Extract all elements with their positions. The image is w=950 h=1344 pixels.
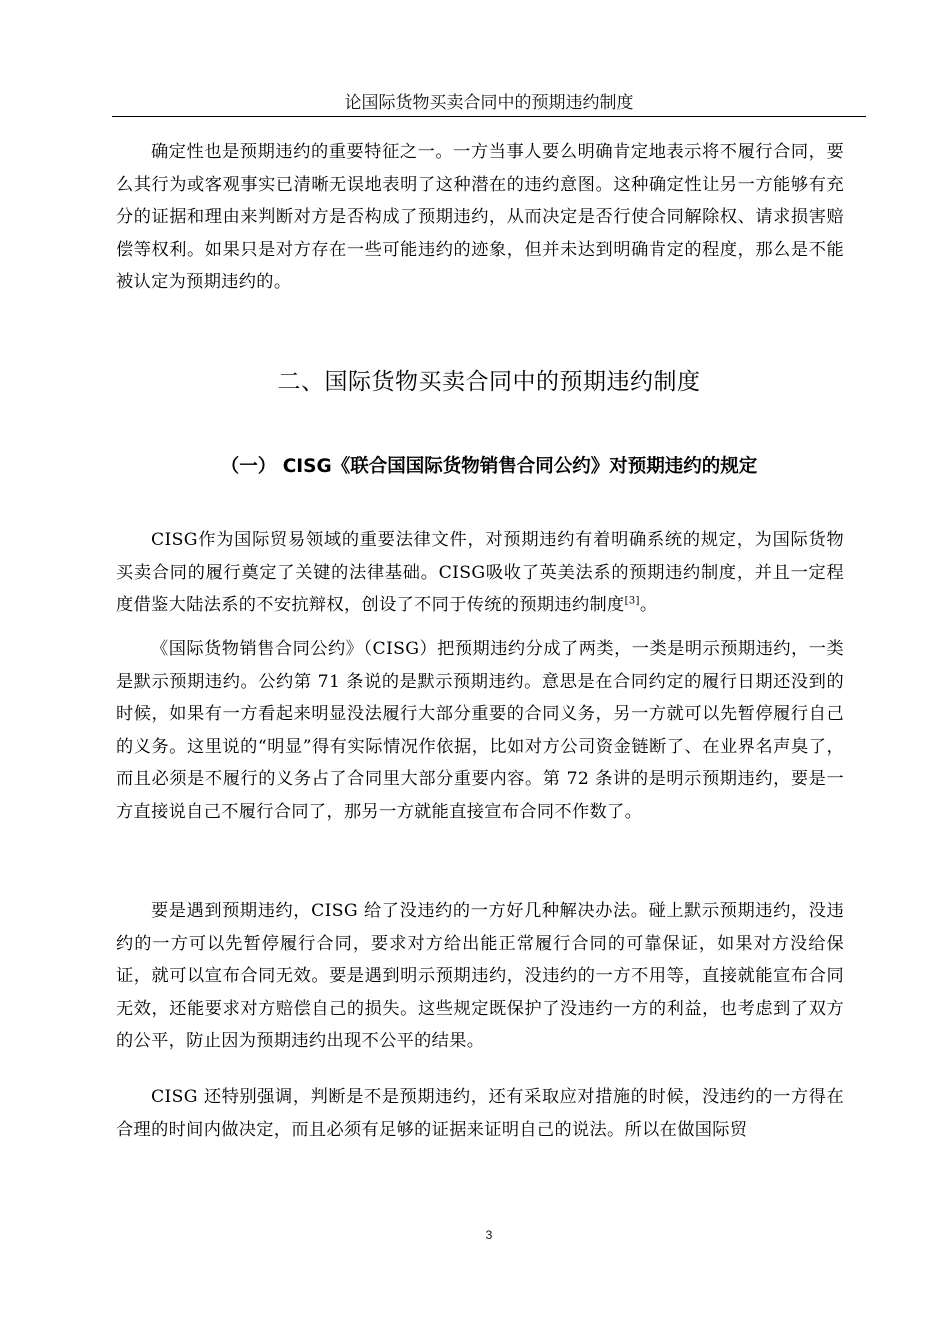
paragraph-end: 。 <box>639 595 658 615</box>
body-paragraph: CISG 还特别强调，判断是不是预期违约，还有采取应对措施的时候，没违约的一方得在合理的时间内做决定，而且必须有足够的证据来证明自己的说法。所以在做国际贸 <box>116 1087 844 1140</box>
body-paragraph: 确定性也是预期违约的重要特征之一。一方当事人要么明确肯定地表示将不履行合同，要么其行为或客观事实已清晰无误地表明了这种潜在的违约意图。这种确定性让另一方能够有充分的证据和理由来判断对方是否构成了预期违约，从而决定是否行使合同解除权、请求损害赔偿等权利。如果只是对方存在一些可能违约的迹象，但并未达到明确肯定的程度，那么是不能被认定为预期违约的。 <box>116 142 844 292</box>
header-rule <box>112 116 866 117</box>
body-paragraph: 《国际货物销售合同公约》（CISG）把预期违约分成了两类，一类是明示预期违约，一类是默示预期违约。公约第 71 条说的是默示预期违约。意思是在合同约定的履行日期还没到的时候，如果有一方看起来明显没法履行大部分重要的合同义务，另一方就可以先暂停履行自己的义务。这里说的“明显”得有实际情况作依据，比如对方公司资金链断了、在业界名声臭了，而且必须是不履行的义务占了合同里大部分重要内容。第 72 条讲的是明示预期违约，要是一方直接说自己不履行合同了，那另一方就能直接宣布合同不作数了。 <box>116 639 844 822</box>
subsection-heading: （一） CISG《联合国国际货物销售合同公约》对预期违约的规定 <box>220 456 758 477</box>
paragraph-text: CISG作为国际贸易领域的重要法律文件，对预期违约有着明确系统的规定，为国际货物买卖合同的履行奠定了关键的法律基础。CISG吸收了英美法系的预期违约制度，并且一定程度借鉴大陆法系的不安抗辩权，创设了不同于传统的预期违约制度 <box>116 530 844 615</box>
citation-marker: [3] <box>624 595 640 607</box>
body-paragraph <box>116 524 844 622</box>
page-header: 论国际货物买卖合同中的预期违约制度 <box>344 93 634 113</box>
section-heading: 二、国际货物买卖合同中的预期违约制度 <box>277 369 701 395</box>
page-number: 3 <box>485 1228 493 1242</box>
body-paragraph: 要是遇到预期违约，CISG 给了没违约的一方好几种解决办法。碰上默示预期违约，没违约的一方可以先暂停履行合同，要求对方给出能正常履行合同的可靠保证，如果对方没给保证，就可以宣布合同无效。要是遇到明示预期违约，没违约的一方不用等，直接就能宣布合同无效，还能要求对方赔偿自己的损失。这些规定既保护了没违约一方的利益，也考虑到了双方的公平，防止因为预期违约出现不公平的结果。 <box>116 901 844 1051</box>
